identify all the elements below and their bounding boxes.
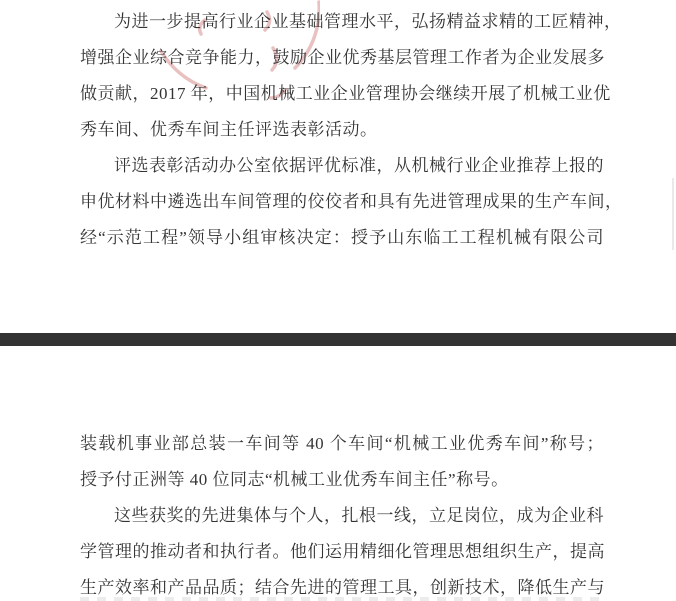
scan-edge-artifact [672, 178, 674, 250]
page-divider [0, 333, 676, 346]
text-line: 增强企业综合竞争能力，鼓励企业优秀基层管理工作者为企业发展多 [80, 48, 605, 67]
text-line: 学管理的推动者和执行者。他们运用精细化管理思想组织生产，提高 [80, 542, 605, 561]
page-2-text [0, 426, 676, 601]
text-line: 生产效率和产品品质；结合先进的管理工具，创新技术，降低生产与 [80, 578, 605, 597]
text-line: 秀车间、优秀车间主任评选表彰活动。 [80, 120, 378, 139]
page-1-text [0, 4, 676, 256]
cutoff-text-smudge [80, 597, 604, 601]
text-line: 做贡献，2017 年，中国机械工业企业管理协会继续开展了机械工业优 [80, 84, 611, 103]
text-line: 评选表彰活动办公室依据评优标准，从机械行业企业推荐上报的 [114, 156, 604, 175]
text-line: 这些获奖的先进集体与个人，扎根一线，立足岗位，成为企业科 [114, 506, 604, 525]
text-line: 经“示范工程”领导小组审核决定：授予山东临工工程机械有限公司 [80, 228, 604, 247]
text-line: 授予付正洲等 40 位同志“机械工业优秀车间主任”称号。 [80, 470, 509, 489]
text-line: 装载机事业部总装一车间等 40 个车间“机械工业优秀车间”称号； [80, 434, 604, 453]
text-line: 为进一步提高行业企业基础管理水平，弘扬精益求精的工匠精神， [114, 12, 622, 31]
text-line: 申优材料中遴选出车间管理的佼佼者和具有先进管理成果的生产车间， [80, 192, 623, 211]
